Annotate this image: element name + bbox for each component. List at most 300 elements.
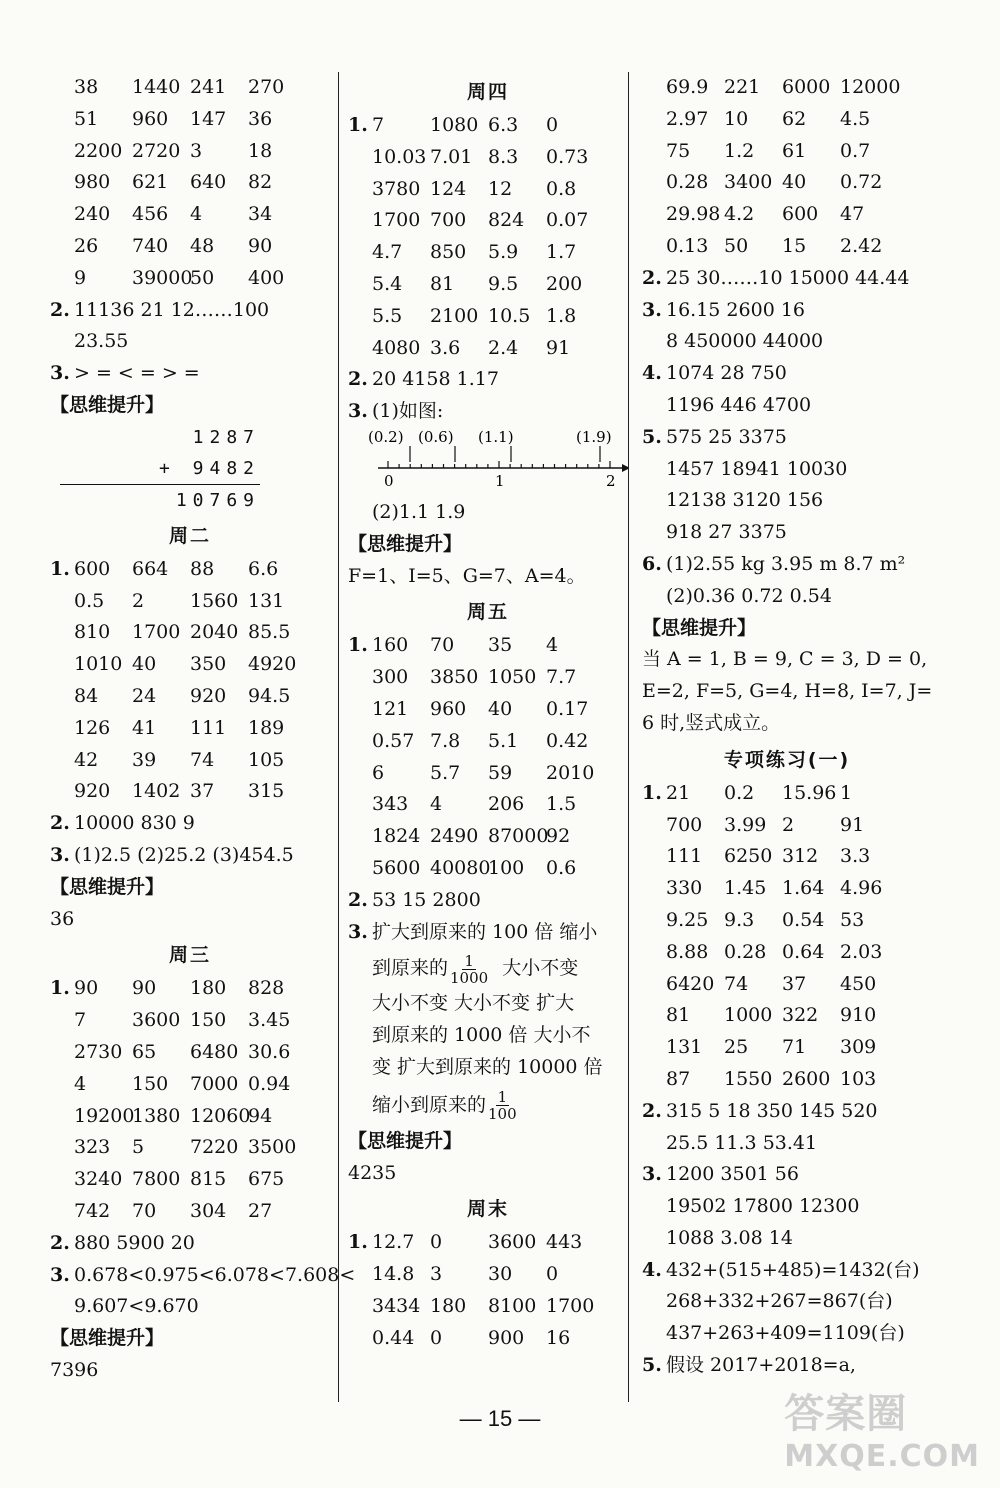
answer-line: 2. 20 4158 1.17 bbox=[348, 368, 499, 391]
grid-cell: 4 bbox=[430, 793, 443, 816]
question-number bbox=[642, 969, 666, 1001]
question-number bbox=[50, 745, 74, 777]
grid-cell: 960 bbox=[430, 697, 467, 720]
grid-cell: 1.7 bbox=[546, 241, 577, 264]
grid-cell: 105 bbox=[248, 748, 285, 771]
grid-cell: 0.94 bbox=[248, 1072, 291, 1095]
grid-cell: 1550 bbox=[724, 1067, 773, 1090]
grid-cell: 456 bbox=[132, 203, 169, 226]
question-number bbox=[642, 841, 666, 873]
grid-cell: 91 bbox=[840, 813, 865, 836]
grid-cell: 3.45 bbox=[248, 1009, 291, 1032]
answer-line: 到原来的 1000 倍 大小不 bbox=[372, 1024, 591, 1047]
page-number: — 15 — bbox=[459, 1406, 541, 1431]
answer-line: 8 450000 44000 bbox=[666, 330, 824, 353]
question-number bbox=[348, 853, 372, 885]
grid-cell: 47 bbox=[840, 203, 865, 226]
answer-line: 1457 18941 10030 bbox=[666, 457, 848, 480]
answer-line: 3. > = < = > = bbox=[50, 362, 200, 385]
grid-cell: 323 bbox=[74, 1136, 111, 1159]
grid-cell: 5.9 bbox=[488, 241, 519, 264]
grid-cell: 90 bbox=[132, 977, 157, 1000]
grid-row bbox=[348, 269, 628, 301]
grid-cell: 815 bbox=[190, 1168, 227, 1191]
grid-row bbox=[50, 586, 330, 618]
answer-line: 到原来的 $\frac{1}{1000}$ 大小不变 bbox=[372, 951, 579, 987]
grid-cell: 0.2 bbox=[724, 781, 755, 804]
grid-cell: 4.7 bbox=[372, 241, 403, 264]
answer-line: 9.607<9.670 bbox=[74, 1295, 199, 1318]
question-number bbox=[50, 586, 74, 618]
grid-cell: 7800 bbox=[132, 1168, 181, 1191]
grid-cell: 7000 bbox=[190, 1072, 239, 1095]
answer-grid bbox=[348, 110, 628, 364]
answer-line: F=1、I=5、G=7、A=4。 bbox=[348, 564, 586, 587]
answer-line: 25.5 11.3 53.41 bbox=[666, 1131, 818, 1154]
answer-line: 4235 bbox=[348, 1161, 397, 1184]
grid-row bbox=[50, 713, 330, 745]
grid-cell: 180 bbox=[190, 977, 227, 1000]
answer-grid bbox=[642, 778, 932, 1096]
answer-line: 5. 假设 2017+2018=a, bbox=[642, 1354, 856, 1377]
number-line-label: (0.2) bbox=[368, 427, 404, 446]
grid-cell: 1700 bbox=[372, 209, 421, 232]
grid-row bbox=[50, 104, 330, 136]
grid-cell: 270 bbox=[248, 76, 285, 98]
question-number bbox=[348, 726, 372, 758]
section-label: 【思维提升】 bbox=[642, 616, 757, 639]
grid-cell: 1000 bbox=[724, 1004, 773, 1027]
grid-cell: 82 bbox=[248, 171, 273, 194]
section-heading: 周三 bbox=[168, 944, 211, 967]
answer-line: E=2, F=5, G=4, H=8, I=7, J= bbox=[642, 680, 933, 703]
grid-cell: 12060 bbox=[190, 1104, 251, 1127]
grid-cell: 40 bbox=[782, 171, 807, 194]
section-label: 【思维提升】 bbox=[50, 875, 165, 898]
grid-cell: 3240 bbox=[74, 1168, 123, 1191]
grid-row bbox=[348, 1227, 628, 1259]
grid-cell: 2730 bbox=[74, 1040, 123, 1063]
grid-cell: 0.28 bbox=[666, 171, 709, 194]
grid-cell: 62 bbox=[782, 107, 807, 130]
grid-cell: 2040 bbox=[190, 621, 239, 644]
answer-line: 缩小到原来的 $\frac{1}{100}$ bbox=[372, 1088, 517, 1124]
grid-row bbox=[50, 136, 330, 168]
grid-cell: 1824 bbox=[372, 825, 421, 848]
question-number bbox=[642, 810, 666, 842]
grid-cell: 36 bbox=[248, 107, 273, 130]
question-number bbox=[642, 1064, 666, 1096]
grid-cell: 69.9 bbox=[666, 76, 709, 98]
grid-row bbox=[642, 104, 932, 136]
grid-row bbox=[50, 1132, 330, 1164]
grid-cell: 37 bbox=[782, 972, 807, 995]
answer-grid bbox=[50, 973, 330, 1227]
question-number bbox=[642, 937, 666, 969]
grid-cell: 3780 bbox=[372, 177, 421, 200]
grid-cell: 0 bbox=[546, 1263, 559, 1286]
answer-line: 1196 446 4700 bbox=[666, 393, 812, 416]
grid-row bbox=[50, 1037, 330, 1069]
section-heading: 周四 bbox=[466, 81, 509, 103]
question-number bbox=[348, 789, 372, 821]
grid-row bbox=[348, 630, 628, 662]
grid-cell: 0 bbox=[430, 1231, 443, 1254]
grid-cell: 640 bbox=[190, 171, 227, 194]
grid-cell: 91 bbox=[546, 336, 571, 359]
grid-cell: 111 bbox=[190, 716, 227, 739]
grid-cell: 3.99 bbox=[724, 813, 767, 836]
grid-cell: 0.44 bbox=[372, 1326, 415, 1349]
grid-cell: 51 bbox=[74, 107, 99, 130]
grid-cell: 980 bbox=[74, 171, 111, 194]
fraction: $\frac{1}{1000}$ bbox=[450, 951, 489, 987]
grid-row bbox=[348, 1259, 628, 1291]
grid-cell: 0 bbox=[546, 114, 559, 136]
answer-line: 4. 1074 28 750 bbox=[642, 362, 787, 385]
grid-cell: 8.3 bbox=[488, 145, 519, 168]
grid-cell: 10.5 bbox=[488, 304, 531, 327]
grid-row bbox=[642, 1064, 932, 1096]
grid-cell: 19200 bbox=[74, 1104, 135, 1127]
answer-grid bbox=[50, 72, 330, 295]
grid-cell: 3 bbox=[430, 1263, 443, 1286]
number-line-tick-label: 0 bbox=[384, 471, 394, 490]
grid-row bbox=[50, 681, 330, 713]
grid-cell: 37 bbox=[190, 780, 215, 803]
number-line-label: (0.6) bbox=[418, 427, 454, 446]
section-label: 【思维提升】 bbox=[348, 1129, 463, 1152]
question-number bbox=[50, 617, 74, 649]
grid-cell: 16 bbox=[546, 1326, 571, 1349]
question-number bbox=[50, 1005, 74, 1037]
question-number bbox=[50, 72, 74, 104]
grid-cell: 40080 bbox=[430, 856, 491, 879]
answer-line: 2. 880 5900 20 bbox=[50, 1231, 195, 1254]
grid-cell: 3 bbox=[190, 139, 203, 162]
question-number: 1. bbox=[50, 977, 70, 1000]
grid-row bbox=[50, 167, 330, 199]
grid-cell: 15 bbox=[782, 234, 807, 257]
grid-cell: 4.5 bbox=[840, 107, 871, 130]
watermark-url: MXQE.COM bbox=[784, 1439, 980, 1474]
question-number bbox=[348, 1291, 372, 1323]
grid-cell: 1.5 bbox=[546, 793, 577, 816]
answer-line: 268+332+267=867(台) bbox=[666, 1290, 893, 1313]
grid-cell: 189 bbox=[248, 716, 285, 739]
answer-line: 918 27 3375 bbox=[666, 521, 787, 544]
grid-cell: 240 bbox=[74, 203, 111, 226]
grid-row bbox=[50, 199, 330, 231]
grid-cell: 0.07 bbox=[546, 209, 589, 232]
section-label: 【思维提升】 bbox=[348, 532, 463, 555]
grid-cell: 7.8 bbox=[430, 729, 461, 752]
grid-cell: 600 bbox=[782, 203, 819, 226]
grid-cell: 1700 bbox=[132, 621, 181, 644]
grid-cell: 131 bbox=[666, 1036, 703, 1059]
grid-row bbox=[642, 969, 932, 1001]
grid-cell: 9.3 bbox=[724, 908, 755, 931]
grid-cell: 41 bbox=[132, 716, 157, 739]
grid-cell: 9.25 bbox=[666, 908, 709, 931]
grid-row bbox=[348, 174, 628, 206]
grid-row bbox=[50, 263, 330, 295]
grid-row bbox=[642, 231, 932, 263]
grid-cell: 9.5 bbox=[488, 272, 519, 295]
grid-cell: 960 bbox=[132, 107, 169, 130]
question-number: 1. bbox=[50, 557, 70, 580]
question-number bbox=[642, 231, 666, 263]
question-number bbox=[50, 681, 74, 713]
question-number bbox=[642, 167, 666, 199]
grid-row bbox=[642, 778, 932, 810]
question-number bbox=[50, 167, 74, 199]
grid-cell: 3500 bbox=[248, 1136, 297, 1159]
grid-row bbox=[642, 167, 932, 199]
answer-line: 大小不变 大小不变 扩大 bbox=[372, 992, 575, 1015]
grid-row bbox=[642, 199, 932, 231]
grid-cell: 53 bbox=[840, 908, 865, 931]
grid-cell: 1050 bbox=[488, 666, 537, 689]
addend-1: 1287 bbox=[192, 426, 260, 448]
answer-line: 变 扩大到原来的 10000 倍 bbox=[372, 1055, 603, 1078]
grid-cell: 147 bbox=[190, 107, 227, 130]
grid-cell: 38 bbox=[74, 76, 99, 98]
grid-cell: 910 bbox=[840, 1004, 877, 1027]
grid-row bbox=[50, 1164, 330, 1196]
grid-row bbox=[642, 937, 932, 969]
grid-cell: 2.42 bbox=[840, 234, 883, 257]
answer-grid bbox=[348, 1227, 628, 1354]
number-line-label: (1.9) bbox=[576, 427, 612, 446]
grid-cell: 24 bbox=[132, 684, 157, 707]
grid-row bbox=[348, 726, 628, 758]
grid-cell: 8100 bbox=[488, 1294, 537, 1317]
question-number bbox=[642, 1000, 666, 1032]
question-number bbox=[348, 142, 372, 174]
grid-cell: 1 bbox=[840, 781, 853, 804]
question-number bbox=[348, 301, 372, 333]
grid-cell: 1380 bbox=[132, 1104, 181, 1127]
grid-cell: 4.96 bbox=[840, 877, 883, 900]
grid-cell: 0.64 bbox=[782, 940, 825, 963]
question-number bbox=[642, 873, 666, 905]
grid-row bbox=[642, 905, 932, 937]
grid-cell: 2 bbox=[132, 589, 145, 612]
question-number bbox=[50, 199, 74, 231]
grid-cell: 74 bbox=[724, 972, 749, 995]
grid-cell: 742 bbox=[74, 1199, 111, 1222]
answer-line: 5. 575 25 3375 bbox=[642, 425, 787, 448]
section-heading: 专项练习(一) bbox=[723, 748, 851, 771]
watermark-text: 答案圈 bbox=[784, 1391, 908, 1437]
grid-cell: 87000 bbox=[488, 825, 549, 848]
grid-cell: 8.88 bbox=[666, 940, 709, 963]
question-number bbox=[50, 649, 74, 681]
grid-cell: 0.5 bbox=[74, 589, 105, 612]
grid-cell: 2100 bbox=[430, 304, 479, 327]
grid-cell: 4 bbox=[190, 203, 203, 226]
grid-cell: 29.98 bbox=[666, 203, 721, 226]
grid-cell: 12000 bbox=[840, 76, 901, 98]
answer-grid bbox=[348, 630, 628, 884]
grid-row bbox=[642, 841, 932, 873]
grid-cell: 3850 bbox=[430, 666, 479, 689]
grid-cell: 7.01 bbox=[430, 145, 473, 168]
question-number bbox=[348, 662, 372, 694]
vertical-addition bbox=[60, 422, 330, 516]
grid-cell: 450 bbox=[840, 972, 877, 995]
grid-cell: 30.6 bbox=[248, 1040, 291, 1063]
grid-cell: 322 bbox=[782, 1004, 819, 1027]
grid-cell: 15.96 bbox=[782, 781, 837, 804]
question-number bbox=[50, 104, 74, 136]
grid-cell: 1560 bbox=[190, 589, 239, 612]
grid-cell: 3.3 bbox=[840, 845, 871, 868]
answer-line: 23.55 bbox=[74, 330, 129, 353]
number-line bbox=[348, 428, 628, 492]
column-divider bbox=[628, 72, 629, 1402]
grid-cell: 7 bbox=[372, 114, 385, 136]
grid-cell: 0.17 bbox=[546, 697, 589, 720]
grid-row bbox=[50, 72, 330, 104]
answer-line: 3. (1)2.5 (2)25.2 (3)454.5 bbox=[50, 843, 294, 866]
fraction: $\frac{1}{100}$ bbox=[488, 1088, 517, 1124]
question-number: 1. bbox=[348, 114, 368, 136]
grid-cell: 1700 bbox=[546, 1294, 595, 1317]
question-number bbox=[50, 1196, 74, 1228]
grid-cell: 241 bbox=[190, 76, 227, 98]
grid-cell: 70 bbox=[132, 1199, 157, 1222]
grid-cell: 0.7 bbox=[840, 139, 871, 162]
grid-row bbox=[642, 1032, 932, 1064]
grid-cell: 1402 bbox=[132, 780, 181, 803]
grid-row bbox=[50, 649, 330, 681]
answer-line: 3. 16.15 2600 16 bbox=[642, 298, 806, 321]
grid-row bbox=[642, 1000, 932, 1032]
question-number bbox=[642, 1032, 666, 1064]
grid-cell: 1.64 bbox=[782, 877, 825, 900]
question-number bbox=[348, 1323, 372, 1355]
number-line-tick-label: 1 bbox=[495, 471, 505, 490]
question-number bbox=[348, 333, 372, 365]
grid-cell: 0.13 bbox=[666, 234, 709, 257]
question-number bbox=[642, 905, 666, 937]
grid-cell: 4.2 bbox=[724, 203, 755, 226]
grid-cell: 81 bbox=[430, 272, 455, 295]
grid-cell: 124 bbox=[430, 177, 467, 200]
grid-cell: 675 bbox=[248, 1168, 285, 1191]
grid-cell: 1.45 bbox=[724, 877, 767, 900]
grid-cell: 828 bbox=[248, 977, 285, 1000]
grid-cell: 621 bbox=[132, 171, 169, 194]
grid-cell: 12.7 bbox=[372, 1231, 415, 1254]
grid-cell: 0.54 bbox=[782, 908, 825, 931]
grid-cell: 131 bbox=[248, 589, 285, 612]
answer-line: (2)1.1 1.9 bbox=[372, 500, 466, 523]
grid-cell: 92 bbox=[546, 825, 571, 848]
answer-line: 36 bbox=[50, 907, 75, 930]
answer-line: 2. 11136 21 12……100 bbox=[50, 298, 270, 321]
grid-cell: 18 bbox=[248, 139, 273, 162]
grid-row bbox=[348, 301, 628, 333]
answer-line: 7396 bbox=[50, 1358, 99, 1381]
grid-cell: 2.03 bbox=[840, 940, 883, 963]
grid-cell: 1.2 bbox=[724, 139, 755, 162]
grid-row bbox=[348, 333, 628, 365]
grid-cell: 10 bbox=[724, 107, 749, 130]
grid-row bbox=[348, 758, 628, 790]
grid-cell: 150 bbox=[132, 1072, 169, 1095]
section-heading: 周二 bbox=[168, 524, 211, 547]
section-label: 【思维提升】 bbox=[50, 1327, 165, 1350]
sum: 10769 bbox=[60, 484, 260, 516]
grid-cell: 59 bbox=[488, 761, 513, 784]
grid-cell: 87 bbox=[666, 1067, 691, 1090]
grid-cell: 920 bbox=[190, 684, 227, 707]
answer-line: 2. 53 15 2800 bbox=[348, 888, 481, 911]
question-number bbox=[348, 174, 372, 206]
section-label: 【思维提升】 bbox=[50, 393, 165, 416]
grid-cell: 100 bbox=[488, 856, 525, 879]
grid-row bbox=[50, 1196, 330, 1228]
grid-cell: 50 bbox=[190, 266, 215, 289]
grid-row bbox=[348, 1291, 628, 1323]
grid-cell: 0.28 bbox=[724, 940, 767, 963]
grid-cell: 2.97 bbox=[666, 107, 709, 130]
grid-cell: 5600 bbox=[372, 856, 421, 879]
grid-cell: 81 bbox=[666, 1004, 691, 1027]
grid-cell: 5.7 bbox=[430, 761, 461, 784]
grid-cell: 350 bbox=[190, 653, 227, 676]
question-number bbox=[348, 205, 372, 237]
grid-cell: 150 bbox=[190, 1009, 227, 1032]
grid-cell: 3600 bbox=[488, 1231, 537, 1254]
answer-line: 437+263+409=1109(台) bbox=[666, 1322, 905, 1345]
grid-cell: 850 bbox=[430, 241, 467, 264]
grid-row bbox=[50, 1005, 330, 1037]
grid-cell: 7.7 bbox=[546, 666, 577, 689]
answer-grid bbox=[642, 72, 932, 263]
grid-cell: 1.8 bbox=[546, 304, 577, 327]
grid-cell: 443 bbox=[546, 1231, 583, 1254]
grid-cell: 10.03 bbox=[372, 145, 427, 168]
grid-row bbox=[348, 237, 628, 269]
grid-cell: 304 bbox=[190, 1199, 227, 1222]
answer-line: (2)0.36 0.72 0.54 bbox=[666, 584, 832, 607]
answer-line: 6. (1)2.55 kg 3.95 m 8.7 m² bbox=[642, 552, 906, 575]
question-number bbox=[348, 237, 372, 269]
answer-line: 2. 10000 830 9 bbox=[50, 812, 195, 835]
question-number bbox=[50, 776, 74, 808]
grid-cell: 1440 bbox=[132, 76, 181, 98]
grid-row bbox=[348, 789, 628, 821]
grid-cell: 84 bbox=[74, 684, 99, 707]
answer-line: 3. 0.678<0.975<6.078<7.608< bbox=[50, 1263, 356, 1286]
grid-cell: 65 bbox=[132, 1040, 157, 1063]
answer-line: 3. 1200 3501 56 bbox=[642, 1163, 799, 1186]
grid-cell: 90 bbox=[74, 977, 99, 1000]
grid-cell: 35 bbox=[488, 634, 513, 657]
answer-line: 2. 25 30……10 15000 44.44 bbox=[642, 266, 910, 289]
grid-cell: 111 bbox=[666, 845, 703, 868]
question-number: 1. bbox=[348, 634, 368, 657]
grid-cell: 94 bbox=[248, 1104, 273, 1127]
grid-cell: 6250 bbox=[724, 845, 773, 868]
grid-cell: 5.1 bbox=[488, 729, 519, 752]
grid-cell: 30 bbox=[488, 1263, 513, 1286]
grid-cell: 6000 bbox=[782, 76, 831, 98]
